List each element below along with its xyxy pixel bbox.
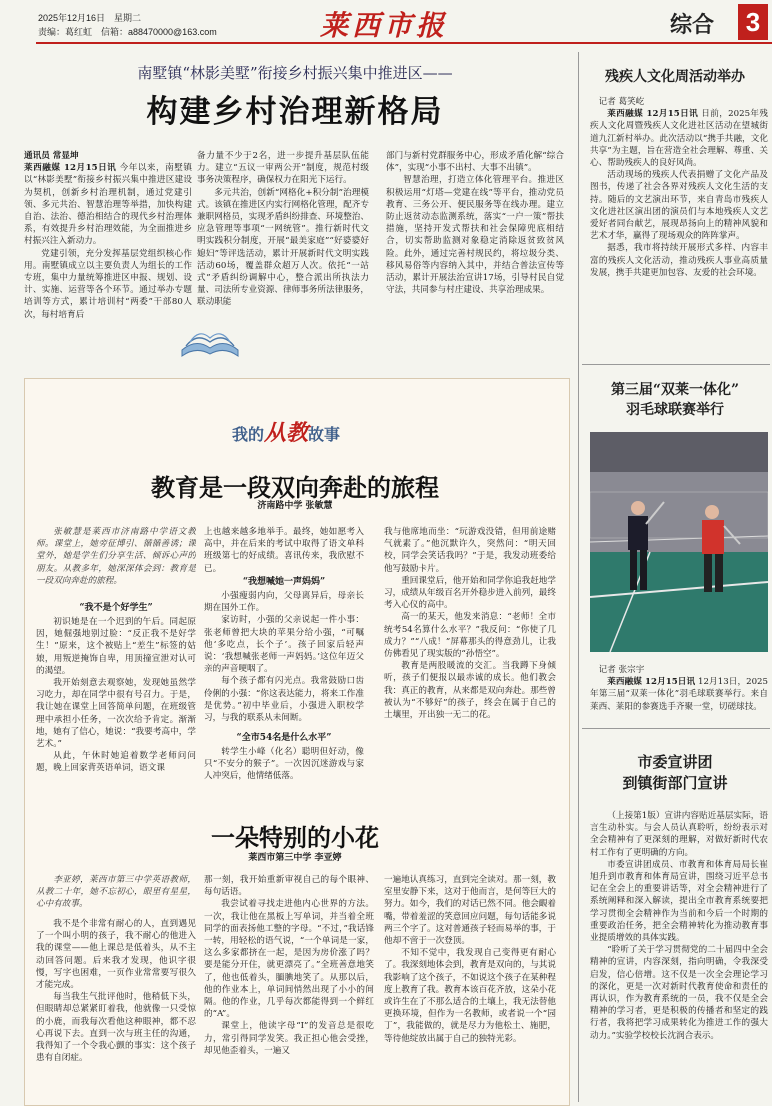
- lecture-title-line1: 市委宣讲团: [637, 753, 713, 771]
- column-label-c: 故事: [308, 425, 341, 444]
- lecture-paragraph: 市委宣讲团成员、市教育和体育局局长崔旭升到市教育和体育局宣讲，围绕习近平总书记在全会上的重要讲话等，对全会精神进行了系统阐释和深入解读，提出全市教育系统要把学习贯彻全会精神作为当前和今后一个时期的重要政治任务，把全会精神转化为推动教育事业提质增效的具体实践。: [590, 859, 768, 944]
- disabled-dateline: 莱西融媒 12月15日讯: [607, 109, 699, 120]
- lead-paragraph: 智慧治理，打造立体化管理平台。推进区积极运用“灯塔—党建在线”等平台，推动党员教育、三务公开、便民服务等在线办理。建立防止返贫动态监测系统，落实“一户一策”帮扶措施，坚持开发式帮扶和社会保障兜底相结合，切实帮助监测对象稳定消除返贫致贫风险。此外，通过完善村规民约，将垃圾分类、移风易俗等内容纳入其中，并结合普法宣传等活动，累计开展法治宣讲17场，引导村民自觉守法，共同参与村庄建设、共享治理成果。: [386, 175, 564, 296]
- story2-paragraph: 我尝试着寻找走进他内心世界的方法。一次，我让他在黑板上写单词，并当着全班同学的面表扬他工整的字母。“不过，”我话锋一转，用轻松的语气说，“一个单词是一家，这么多家都挤在一起，是因为房价涨了吗？要是能分开住，就更漂亮了。”全班善意地笑了，他也低着头，腼腆地笑了。从那以后，他的作业本上，单词间悄然出现了小小的间隔。他的作业，几乎每次都能得到一个鲜红的“A”。: [204, 899, 374, 1020]
- lecture-body: [590, 810, 768, 1102]
- badminton-title-line2: 羽毛球联赛举行: [626, 402, 724, 418]
- story1-paragraph: 高一的某天，他发来消息：“老师！全市统考54名算什么水平？”我反问：“你使了几成力？”“八成！”屏幕那头的得意劲儿，让我仿佛看见了现实版的“孙悟空”。: [384, 612, 556, 660]
- story1-paragraph: 家访时，小强的父亲说起一件小事：张老师曾把大块的苹果分给小强，“可嘱他‘多吃点，长个子’。孩子回家后轻声说：‘我想喊张老师一声妈妈。’这位年迈父亲的声音哽咽了。: [204, 615, 364, 675]
- editor-line: 责编：葛红虹 信箱：a88470000@163.com: [38, 27, 217, 37]
- lead-paragraph: 部门与新村党群服务中心，形成矛盾化解“综合体”，实现“小事不出村、大事不出镇”。: [386, 151, 564, 174]
- column-label: [232, 416, 340, 447]
- book-icon: [180, 320, 240, 360]
- story2-paragraph: 那一刻，我开始重新审视自己的每个眼神、每句话语。: [204, 875, 374, 898]
- story1-paragraph: 每个孩子都有闪光点。我常鼓励口齿伶俐的小强：“你这表达能力，将来工作准是优势。”初中毕业后，小强进入职校学习，与我的联系从未间断。: [204, 676, 364, 724]
- story1-paragraph: 从此，午休时她追着数学老师问问题，晚上回家背英语单词，语文课: [36, 751, 196, 774]
- badminton-dateline: 莱西融媒 12月15日讯: [607, 677, 696, 688]
- story1-paragraph: 教育是两股暖流的交汇。当我蹲下身倾听，孩子们便报以最赤诚的成长。他们教会我：真正的教育，从来都是双向奔赴。那些曾被认为“不够好”的孩子，终会在属于自己的土壤里，开出独一无二的花。: [384, 661, 556, 721]
- disabled-paragraph: 据悉，我市将持续开展形式多样、内容丰富的残疾人文化活动，推动残疾人事业高质量发展，携手共建更加包容、友爱的社会环境。: [590, 243, 768, 278]
- column-divider: [578, 52, 579, 1102]
- header-rule: [36, 42, 772, 44]
- story2-intro-text: 李亚婷，莱西市第三中学英语教师，从教二十年，她不忘初心，眼里有星星，心中有故事。: [36, 875, 196, 910]
- date-line: 2025年12月16日 星期二: [38, 13, 142, 23]
- column-label-b: 从教: [264, 420, 309, 446]
- story1-col2c: [204, 746, 364, 796]
- lead-dateline: 莱西融媒 12月15日讯: [24, 163, 117, 174]
- story2-paragraph: 每当我生气批评他时，他稍低下头，但眼睛却总紧紧盯着我，他就像一只受惊的小鹿，而我每次看他这种眼神，都不忍心再说下去。直到一次与班主任的沟通，我得知了一个令我心颤的事实：这个孩子患有自闭症。: [36, 992, 196, 1064]
- disabled-paragraph: 日前，2025年残疾人文化周暨残疾人文化进社区活动在望城街道九江新村举办。此次活动以“携手共融，文化共享”为主题，旨在营造全社会理解、尊重、关心、帮助残疾人的良好风尚。: [590, 109, 768, 169]
- story2-col3: [384, 874, 556, 1102]
- badminton-photo-art: [590, 432, 768, 652]
- badminton-body: [590, 664, 768, 722]
- disabled-week-title: 残疾人文化周活动举办: [605, 69, 745, 85]
- story1-subhead2: “我想喊她一声妈妈”: [242, 577, 326, 587]
- lecture-paragraph: （上接第1版）宣讲内容贴近基层实际，语言生动朴实。与会人员认真聆听，纷纷表示对全会精神有了更深刻的理解，对做好新时代农村工作有了更明确的方向。: [590, 811, 768, 858]
- lead-kicker: 南墅镇“林影美墅”衔接乡村振兴集中推进区——: [137, 64, 453, 82]
- section-name: 综合: [670, 12, 715, 37]
- lecture-title-line2: 到镇街部门宣讲: [622, 774, 728, 792]
- masthead: 莱西市报: [320, 9, 449, 42]
- disabled-week-body: [590, 96, 768, 358]
- story1-intro-text: 张敏慧是莱西市济南路中学语文教师。课堂上，她旁征博引、循循善诱；课堂外，她是学生们分享生活、倾诉心声的朋友。从教多年，她深深体会到：教育是一段双向奔赴的旅程。: [36, 527, 196, 586]
- story2-paragraph: 课堂上，他读字母“I”的发音总是很吃力，常引得同学发笑。我正担心他会受挫，却见他歪着头，一遍又: [204, 1021, 374, 1056]
- story1-paragraph: 我开始刻意去观察她，发现她虽然学习吃力，却在同学中很有号召力。于是，我让她在课堂上回答简单问题，在班级管理中承担小任务，一次次给予肯定。渐渐地，她有了信心，她说：“我要考高中，学艺术。”: [36, 678, 196, 750]
- right-divider: [582, 364, 770, 365]
- story2-paragraph: 一遍地认真练习，直到完全读对。那一刻，教室里安静下来，这对于他而言，是何等巨大的努力。如今，我们的对话已然不同。他会靦着嘴，带着羞涩的笑意回应问题，每句话能多说两三个字了。这对普通孩子轻而易举的事，于他却不啻于一次登顶。: [384, 875, 556, 947]
- lead-byline: 通讯员 常显坤: [24, 151, 79, 161]
- column-label-a: 我的: [232, 425, 265, 444]
- story1-title: 教育是一段双向奔赴的旅程: [151, 473, 439, 502]
- disabled-paragraph: 活动现场的残疾人代表捐赠了文化产品及图书，传递了社会各界对残疾人文化生活的支持。随后的文艺演出环节，来自青岛市残疾人文化进社区演出团的演员们与本地残疾人文艺爱好者同台献艺，展现昂扬向上的精神风貌和艺术才华，赢得了现场观众的阵阵掌声。: [590, 170, 768, 242]
- lead-paragraph: 备力量不少于2名，进一步提升基层队伍能力。建立“五议一审两公开”制度，规范村级事务决策程序，确保权力在阳光下运行。: [197, 151, 369, 186]
- right-divider-2: [582, 728, 770, 729]
- lead-col3: [386, 150, 564, 360]
- lead-title: 构建乡村治理新格局: [146, 94, 444, 130]
- disabled-byline: 记者 葛笑屹: [598, 97, 645, 107]
- story1-paragraph: 小强瘦弱内向，父母离异后，母亲长期在国外工作。: [204, 591, 364, 614]
- story1-paragraph: 我与他席地而坐：“玩游戏没错，但用前途赌气就素了。”他沉默许久，突然问：“明天回校，同学会笑话我吗？”于是，我发动班委给他写鼓励卡片。: [384, 527, 556, 574]
- story1-col3: [384, 526, 556, 796]
- story1-byline: 济南路中学 张敏慧: [257, 501, 333, 511]
- lead-paragraph: 今年以来，南墅镇以“林影美墅”衔接乡村振兴集中推进区建设为契机，创新乡村治理机制，通过党建引领、多元共治、智慧治理等举措，加快构建自治、法治、德治相结合的现代乡村治理体系，有效提升乡村治理效能，为全面推进乡村振兴注入新动力。: [24, 163, 192, 247]
- story1-paragraph: 转学生小峰（化名）聪明但好动，像只“不安分的猴子”。一次因沉迷游戏与家人冲突后，他情绪低落。: [204, 747, 364, 782]
- story1-subhead1: “我不是个好学生”: [79, 603, 153, 613]
- story2-intro: [36, 874, 196, 912]
- lecture-title: [582, 752, 768, 794]
- lead-col1: [24, 150, 192, 360]
- lead-paragraph: 党建引领，充分发挥基层党组织核心作用。南墅镇成立以主要负责人为组长的工作专班，集中力量统筹推进区申报、规划、设计、实施、运营等各个环节。通过举办专题培训等方式，累计培训村“两委”干部80人次，每村培育后: [24, 248, 192, 320]
- story2-paragraph: 不知不觉中，我发现自己变得更有耐心了。我深刻地体会到，教育是双向的，与其说我影响了这个孩子，不如说这个孩子在某种程度上教育了我。教育本该百花齐放，这朵小花或许生在了不那么适合的土壤上，我无法替他更换环境，但作为一名教师，或者说一个“园丁”，我能做的，就是尽力为他松土、施肥，等待他绽放出属于自己的独特光彩。: [384, 948, 556, 1044]
- story2-paragraph: 我不是个非常有耐心的人，直到遇见了一个叫小明的孩子，我不耐心的他进入我的课堂——他上课总是低着头，从不主动回答问题。后来我才发现，他识字很慢，写字也困难，一页作业常常要写很久才能完成。: [36, 919, 196, 991]
- story2-byline: 莱西市第三中学 李亚婷: [248, 853, 342, 863]
- story1-paragraph: 上也越来越多地举手。最终，她如愿考入高中，并在后来的考试中取得了语文单科班级第七的好成绩。喜讯传来，我欣慰不已。: [204, 527, 364, 574]
- badminton-byline: 记者 张宗宇: [598, 665, 645, 675]
- story1-col2b: [204, 590, 364, 730]
- story1-paragraph: 重回课堂后，他开始和同学你追我赶地学习，成绩从年级百名开外稳步进入前列，最终考入心仪的高中。: [384, 575, 556, 611]
- story1-col2a: [204, 526, 364, 574]
- lead-paragraph: 多元共治，创新“网格化+积分制”治理模式。该镇在推进区内实行网格化管理，配齐专兼职网格员，实现矛盾纠纷排查、环境整治、应急管理等事项“一网统管”。推行新时代文明实践积分制度，开展“最美家庭”“好婆婆好媳妇”等评选活动，累计开展新时代文明实践活动60场，覆盖群众超万人次。依托“一站式”矛盾纠纷调解中心，整合派出所执法力量、司法所专业资源、律师事务所法律服务，联动职能: [197, 187, 369, 308]
- page-number: 3: [738, 4, 768, 40]
- story1-paragraph: 初识她是在一个迟到的午后。同起原因，她倔强地别过脸：“反正我不是好学生！”原来，这个被贴上“差生”标签的姑娘，用叛逆掩饰自卑，用顶撞宣泄对认可的渴望。: [36, 617, 196, 676]
- story1-intro: [36, 526, 196, 598]
- story1-subhead3: “全市54名是什么水平”: [236, 733, 332, 743]
- badminton-photo: [590, 432, 768, 652]
- badminton-title: [582, 380, 768, 420]
- story2-col2: [204, 874, 374, 1102]
- lecture-paragraph: “聆听了关于学习贯彻党的二十届四中全会精神的宣讲，内容深刻，指向明确，令我深受启发，信心倍增。这不仅是一次全会理论学习的深化，更是一次对新时代教育使命和责任的再认识，作为教育系统的一员，我不仅是全会精神的学习者，更是积极的传播者和坚定的践行者，我将把学习成果转化为推进工作的强大动力。”实验学校校长沈润合表示。: [590, 945, 768, 1041]
- badminton-title-line1: 第三届“双莱一体化”: [610, 382, 740, 398]
- badminton-paragraph: 12月13日，2025年第三届“双莱一体化”羽毛球联赛举行。来自莱西、莱阳的参赛选手齐聚一堂，切磋球技。: [590, 677, 768, 712]
- story1-col1: [36, 616, 196, 796]
- story2-title: 一朵特别的小花: [211, 823, 379, 852]
- story2-col1: [36, 918, 196, 1102]
